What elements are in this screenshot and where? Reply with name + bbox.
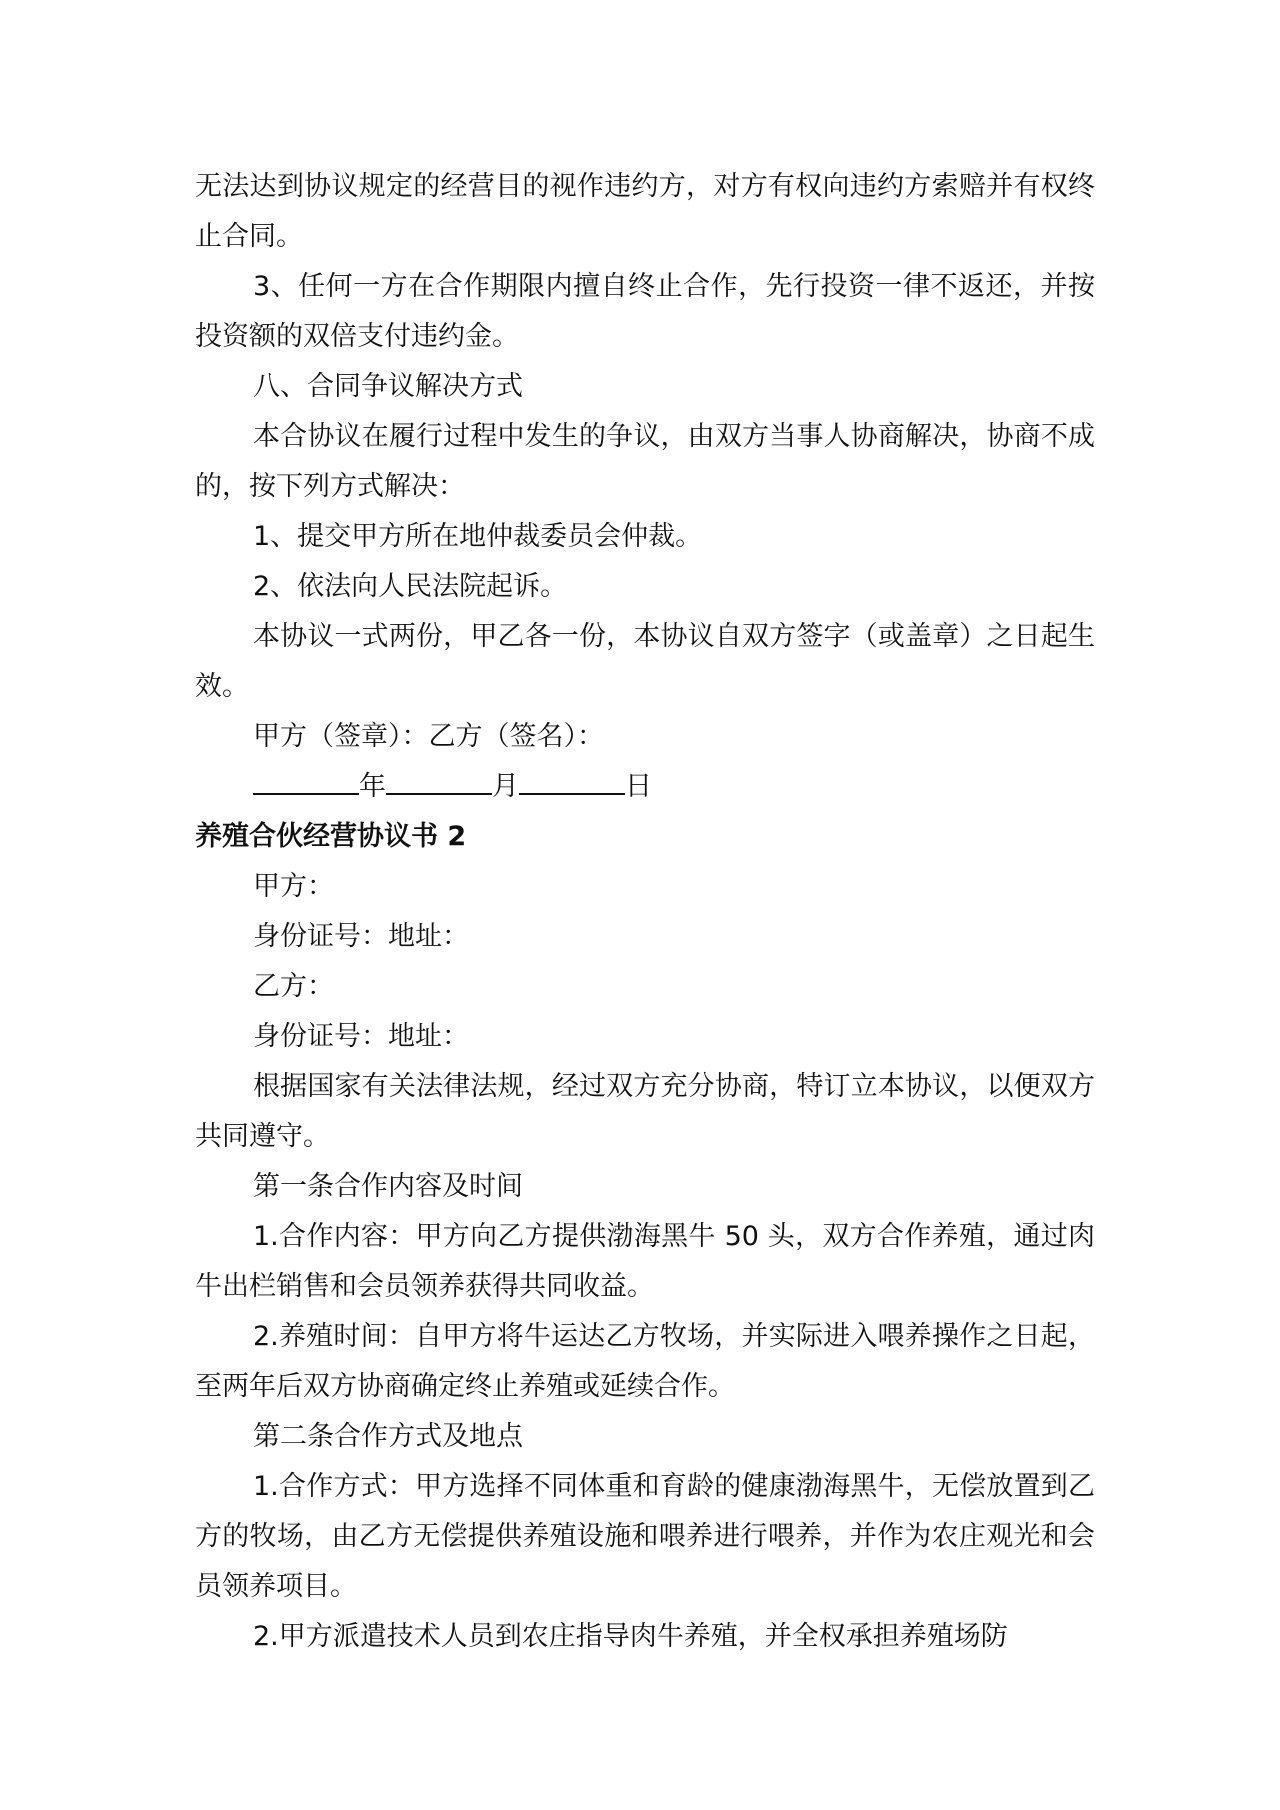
article-1-item-2: 2.养殖时间：自甲方将牛运达乙方牧场，并实际进入喂养操作之日起，至两年后双方协商确定终止养殖或延续合作。 xyxy=(195,1321,1095,1402)
day-label: 日 xyxy=(625,771,652,802)
month-blank xyxy=(386,763,492,795)
party-b-id-address: 身份证号：地址： xyxy=(253,1021,469,1052)
article-2-item-2: 2.甲方派遣技术人员到农庄指导肉牛养殖，并全权承担养殖场防 xyxy=(253,1621,1008,1652)
signature-line: 甲方（签章）：乙方（签名）： xyxy=(253,721,604,752)
party-a-id-address: 身份证号：地址： xyxy=(253,921,469,952)
article-2-heading: 第二条合作方式及地点 xyxy=(253,1421,523,1452)
paragraph-continuation: 无法达到协议规定的经营目的视作违约方，对方有权向违约方索赔并有权终止合同。 xyxy=(195,171,1095,252)
paragraph-effective: 本协议一式两份，甲乙各一份，本协议自双方签字（或盖章）之日起生效。 xyxy=(195,621,1095,702)
paragraph-preamble: 根据国家有关法律法规，经过双方充分协商，特订立本协议，以便双方共同遵守。 xyxy=(195,1071,1095,1152)
section-title: 养殖合伙经营协议书 2 xyxy=(195,821,467,852)
paragraph-arbitration: 1、提交甲方所在地仲裁委员会仲裁。 xyxy=(253,521,703,552)
clause-heading-dispute: 八、合同争议解决方式 xyxy=(253,371,523,402)
date-line xyxy=(195,762,1095,812)
article-2-item-1: 1.合作方式：甲方选择不同体重和育龄的健康渤海黑牛，无偿放置到乙方的牧场，由乙方无偿提供养殖设施和喂养进行喂养，并作为农庄观光和会员领养项目。 xyxy=(195,1471,1095,1602)
paragraph-dispute-resolution: 本合协议在履行过程中发生的争议，由双方当事人协商解决，协商不成的，按下列方式解决： xyxy=(195,421,1095,502)
paragraph-penalty-clause: 3、任何一方在合作期限内擅自终止合作，先行投资一律不返还，并按投资额的双倍支付违约金。 xyxy=(195,271,1095,352)
day-blank xyxy=(519,763,625,795)
year-blank xyxy=(253,763,359,795)
month-label: 月 xyxy=(492,771,519,802)
party-a-label: 甲方： xyxy=(253,871,334,902)
document-page xyxy=(195,162,1095,1662)
year-label: 年 xyxy=(359,771,386,802)
paragraph-court: 2、依法向人民法院起诉。 xyxy=(253,571,568,602)
article-1-heading: 第一条合作内容及时间 xyxy=(253,1171,523,1202)
party-b-label: 乙方： xyxy=(253,971,334,1002)
article-1-item-1: 1.合作内容：甲方向乙方提供渤海黑牛 50 头，双方合作养殖，通过肉牛出栏销售和会员领养获得共同收益。 xyxy=(195,1221,1095,1302)
